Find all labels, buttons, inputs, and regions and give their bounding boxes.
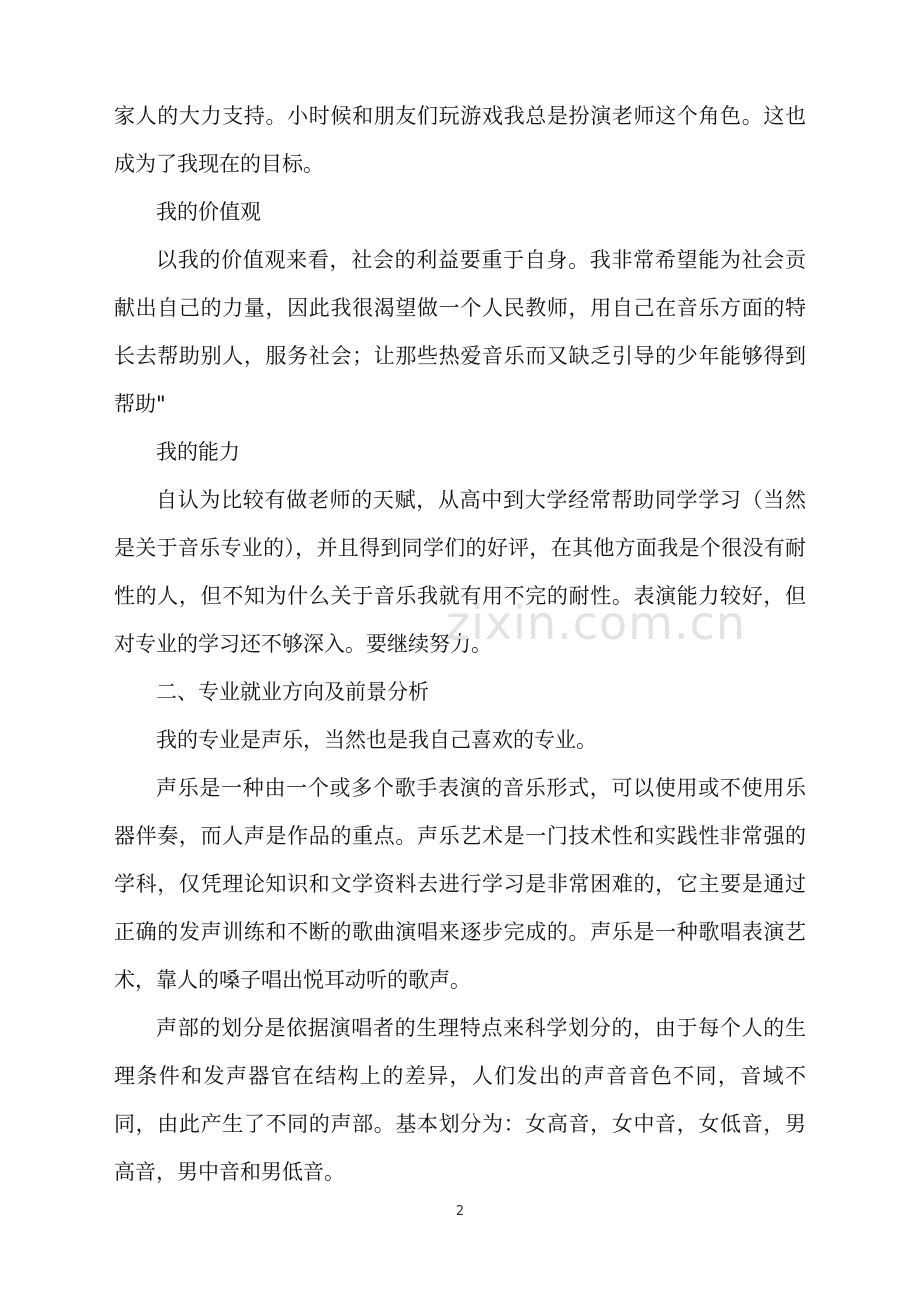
heading-career-direction: 二、专业就业方向及前景分析 [156, 680, 429, 704]
page-number: 2 [455, 1204, 465, 1219]
paragraph-voice-parts: 声部的划分是依据演唱者的生理特点来科学划分的，由于每个人的生理条件和发声器官在结构上的差异，人们发出的声音音色不同，音域不同，由此产生了不同的声部。基本划分为：女高音，女中音，女低音，男高音，男中音和男低音。 [114, 1016, 806, 1184]
paragraph-ability: 自认为比较有做老师的天赋，从高中到大学经常帮助同学学习（当然是关于音乐专业的），并且得到同学们的好评，在其他方面我是个很没有耐性的人，但不知为什么关于音乐我就有用不完的耐性。表演能力较好，但对专业的学习还不够深入。要继续努力。 [114, 488, 806, 656]
heading-my-ability: 我的能力 [156, 440, 240, 464]
paragraph-vocal-music: 声乐是一种由一个或多个歌手表演的音乐形式，可以使用或不使用乐器伴奏，而人声是作品的重点。声乐艺术是一门技术性和实践性非常强的学科，仅凭理论知识和文学资料去进行学习是非常困难的，它主要是通过正确的发声训练和不断的歌曲演唱来逐步完成的。声乐是一种歌唱表演艺术，靠人的嗓子唱出悦耳动听的歌声。 [114, 776, 806, 992]
paragraph-values: 以我的价值观来看，社会的利益要重于自身。我非常希望能为社会贡献出自己的力量，因此我很渴望做一个人民教师，用自己在音乐方面的特长去帮助别人，服务社会；让那些热爱音乐而又缺乏引导的少年能够得到帮助" [114, 248, 806, 416]
paragraph-major: 我的专业是声乐，当然也是我自己喜欢的专业。 [156, 728, 597, 752]
watermark: zixin.com.cn [446, 596, 747, 650]
heading-my-values: 我的价值观 [156, 200, 261, 224]
paragraph-family-support: 家人的大力支持。小时候和朋友们玩游戏我总是扮演老师这个角色。这也成为了我现在的目标。 [114, 104, 806, 176]
document-body [114, 92, 806, 1196]
